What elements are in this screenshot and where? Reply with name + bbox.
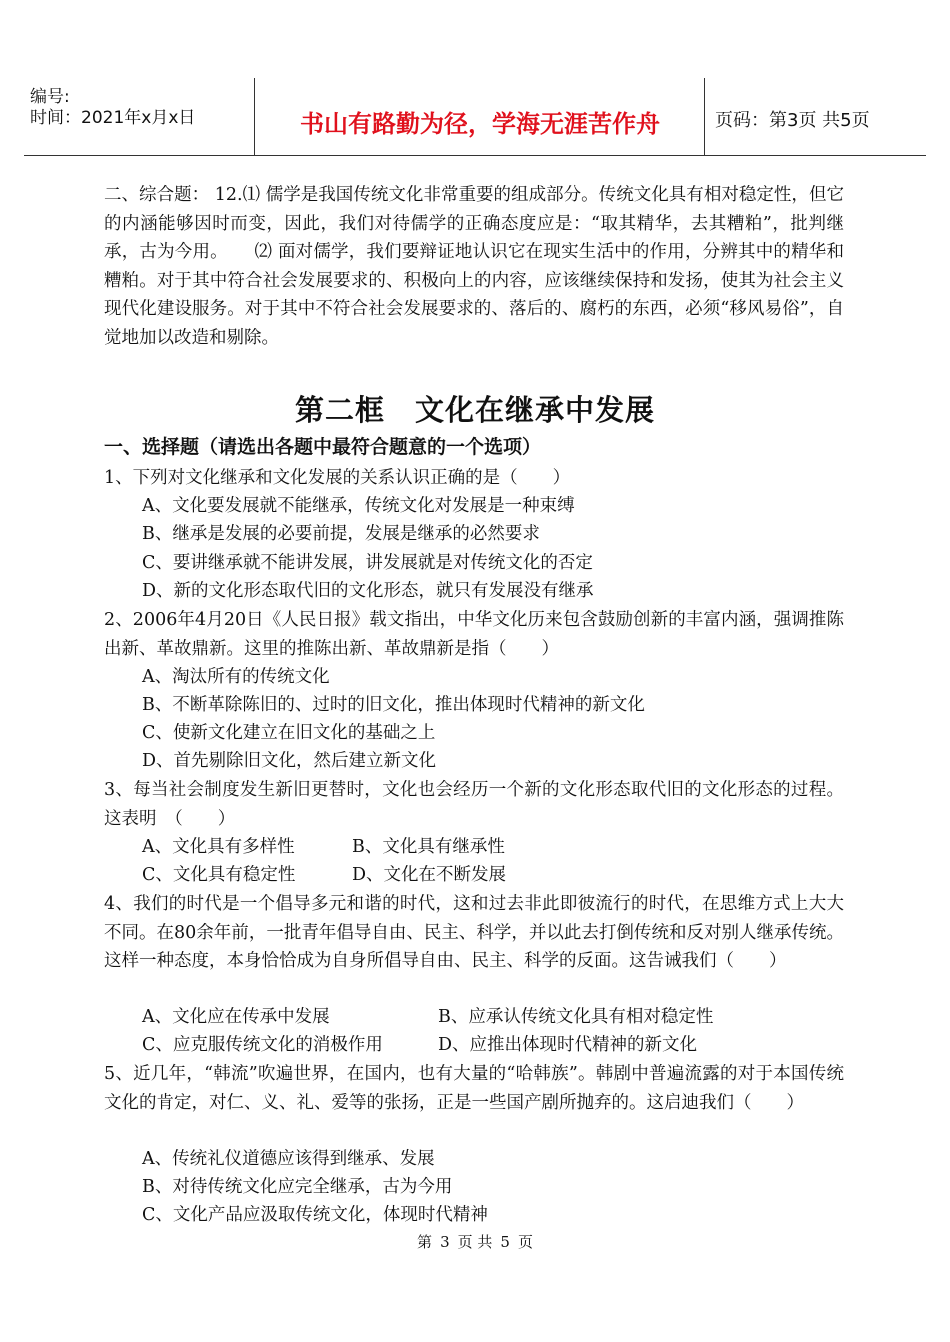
question-1-option-b: B、继承是发展的必要前提，发展是继承的必然要求 xyxy=(142,524,540,544)
question-1-option-c: C、要讲继承就不能讲发展，讲发展就是对传统文化的否定 xyxy=(142,553,593,573)
question-2-option-b: B、不断革除陈旧的、过时的旧文化，推出体现时代精神的新文化 xyxy=(142,695,645,715)
question-5-option-a: A、传统礼仪道德应该得到继承、发展 xyxy=(142,1149,435,1169)
question-5-stem: 5、近几年，“韩流”吹遍世界，在国内，也有大量的“哈韩族”。韩剧中普遍流露的对于本国传统文化的肯定，对仁、义、礼、爱等的张扬，正是一些国产剧所抛弃的。这启迪我们（ ） xyxy=(104,1064,844,1113)
question-4-option-b: B、应承认传统文化具有相对稳定性 xyxy=(438,1007,714,1027)
question-2-option-d: D、首先剔除旧文化，然后建立新文化 xyxy=(142,751,437,771)
question-2-option-a: A、淘汰所有的传统文化 xyxy=(142,667,330,687)
footer-page-total: 5 xyxy=(500,1233,510,1251)
footer-page-mid: 页 共 xyxy=(457,1233,493,1251)
comprehensive-answer-paragraph: 二、综合题： 12.⑴ 儒学是我国传统文化非常重要的组成部分。传统文化具有相对稳定性，但它的内涵能够因时而变，因此，我们对待儒学的正确态度应是：“取其精华，去其糟粕”，批判继承，古为今用。 ⑵ 面对儒学，我们要辩证地认识它在现实生活中的作用，分辨其中的精华和糟粕。对于其中符合社会发展要求的、积极向上的内容，应该继续保持和发扬，使其为社会主义现代化建设服务。对于其中不符合社会发展要求的、落后的、腐朽的东西，必须“移风易俗”，自觉地加以改造和剔除。 xyxy=(104,185,844,348)
question-1-option-a: A、文化要发展就不能继承，传统文化对发展是一种束缚 xyxy=(142,496,575,516)
question-1-stem: 1、下列对文化继承和文化发展的关系认识正确的是（ ） xyxy=(104,468,571,488)
section-heading: 一、选择题（请选出各题中最符合题意的一个选项） xyxy=(104,436,542,458)
question-3-option-c: C、文化具有稳定性 xyxy=(142,865,296,885)
question-5-option-c: C、文化产品应汲取传统文化，体现时代精神 xyxy=(142,1205,488,1225)
question-4-option-c: C、应克服传统文化的消极作用 xyxy=(142,1035,383,1055)
footer-page-prefix: 第 xyxy=(417,1233,433,1251)
question-4-stem: 4、我们的时代是一个倡导多元和谐的时代，这和过去非此即彼流行的时代，在思维方式上大大不同。在80余年前，一批青年倡导自由、民主、科学，并以此去打倒传统和反对别人继承传统。这样一种态度，本身恰恰成为自身所倡导自由、民主、科学的反面。这告诫我们（ ） xyxy=(104,894,844,971)
question-4-option-a: A、文化应在传承中发展 xyxy=(142,1007,330,1027)
header-divider xyxy=(24,155,926,156)
footer-page-suffix: 页 xyxy=(517,1233,533,1251)
header-page-info: 页码：第3页 共5页 xyxy=(715,110,870,131)
page-header xyxy=(24,78,926,156)
question-3-option-a: A、文化具有多样性 xyxy=(142,837,295,857)
lesson-title: 第二框 文化在继承中发展 xyxy=(294,393,655,427)
header-motto: 书山有路勤为径，学海无涯苦作舟 xyxy=(300,110,660,138)
question-3-option-d: D、文化在不断发展 xyxy=(352,865,507,885)
footer-page-current: 3 xyxy=(440,1233,450,1251)
document-number-label: 编号: xyxy=(30,87,70,107)
document-time-label: 时间：2021年x月x日 xyxy=(30,108,196,128)
question-2-option-c: C、使新文化建立在旧文化的基础之上 xyxy=(142,723,436,743)
header-page-cell xyxy=(704,78,927,156)
question-4-option-d: D、应推出体现时代精神的新文化 xyxy=(438,1035,698,1055)
question-1-option-d: D、新的文化形态取代旧的文化形态，就只有发展没有继承 xyxy=(142,581,594,601)
question-3-option-b: B、文化具有继承性 xyxy=(352,837,505,857)
question-3-stem: 3、每当社会制度发生新旧更替时，文化也会经历一个新的文化形态取代旧的文化形态的过程。这表明 （ ） xyxy=(104,780,844,829)
header-motto-cell xyxy=(254,78,705,156)
page-footer xyxy=(0,1231,950,1252)
question-2-stem: 2、2006年4月20日《人民日报》载文指出，中华文化历来包含鼓励创新的丰富内涵，强调推陈出新、革故鼎新。这里的推陈出新、革故鼎新是指（ ） xyxy=(104,610,844,659)
header-meta-cell xyxy=(24,78,254,156)
question-5-option-b: B、对待传统文化应完全继承，古为今用 xyxy=(142,1177,453,1197)
